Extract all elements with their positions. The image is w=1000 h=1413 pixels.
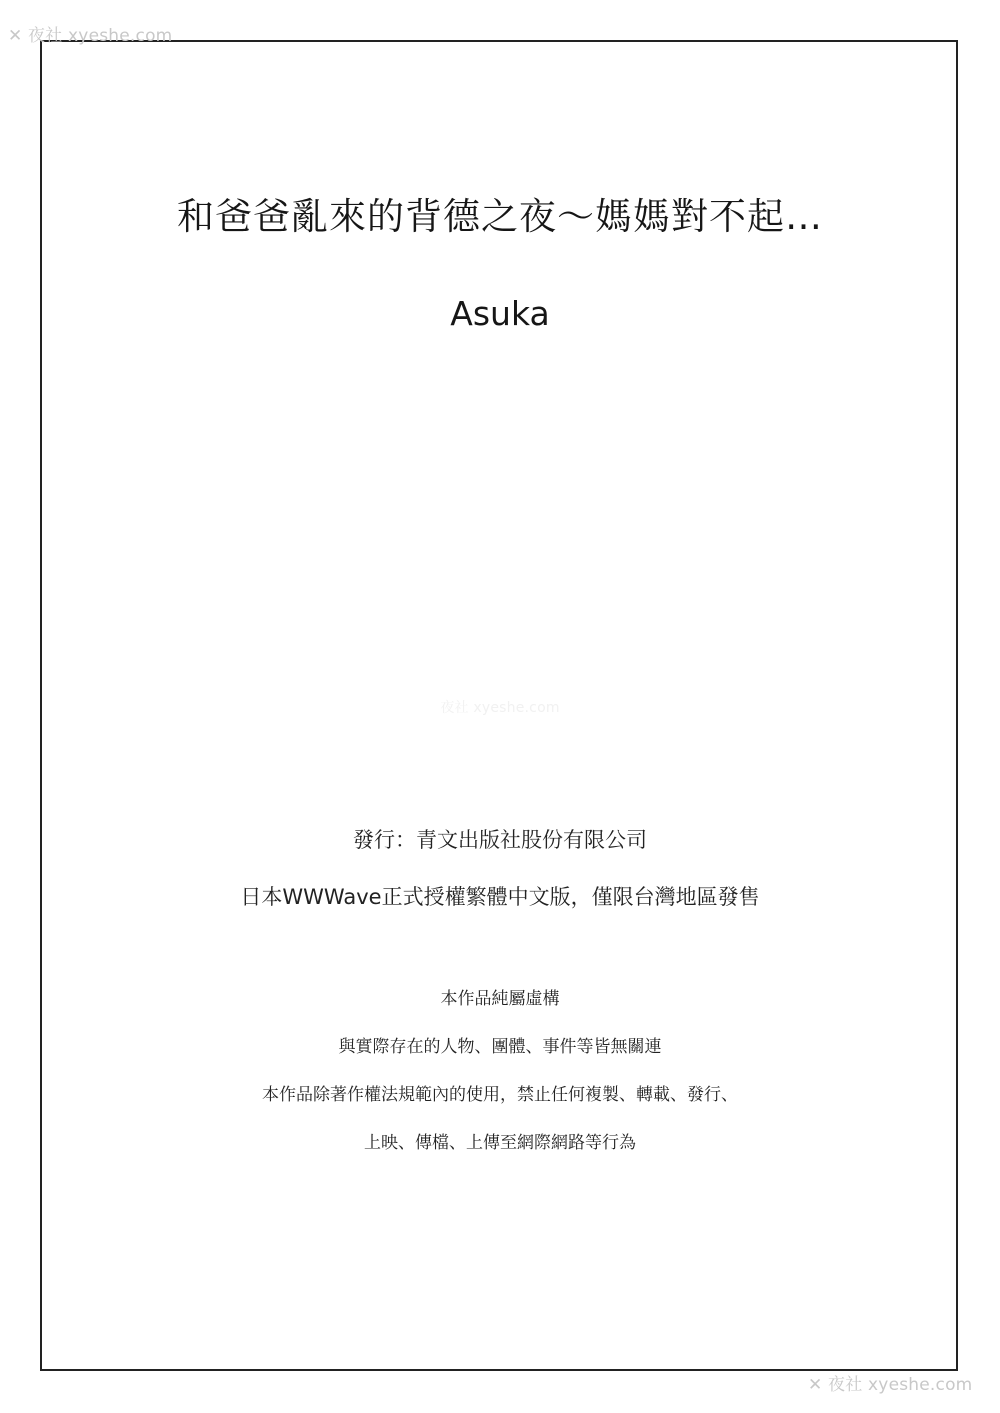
license-line: 日本WWWave正式授權繁體中文版，僅限台灣地區發售 — [240, 885, 760, 909]
disclaimer-line-1: 本作品純屬虛構 — [440, 989, 560, 1009]
watermark-center: 夜社 xyeshe.com — [440, 700, 560, 716]
disclaimer-line-3: 本作品除著作權法規範內的使用，禁止任何複製、轉載、發行、 — [262, 1085, 738, 1105]
author-name: Asuka — [450, 294, 550, 333]
book-title: 和爸爸亂來的背德之夜～媽媽對不起… — [177, 195, 823, 238]
publisher-line: 發行：青文出版社股份有限公司 — [353, 828, 647, 852]
disclaimer-line-2: 與實際存在的人物、團體、事件等皆無關連 — [338, 1037, 662, 1057]
watermark-top: ✕ 夜社 xyeshe.com — [8, 26, 173, 46]
watermark-bottom: ✕ 夜社 xyeshe.com — [808, 1375, 973, 1395]
disclaimer-line-4: 上映、傳檔、上傳至網際網路等行為 — [364, 1133, 636, 1153]
